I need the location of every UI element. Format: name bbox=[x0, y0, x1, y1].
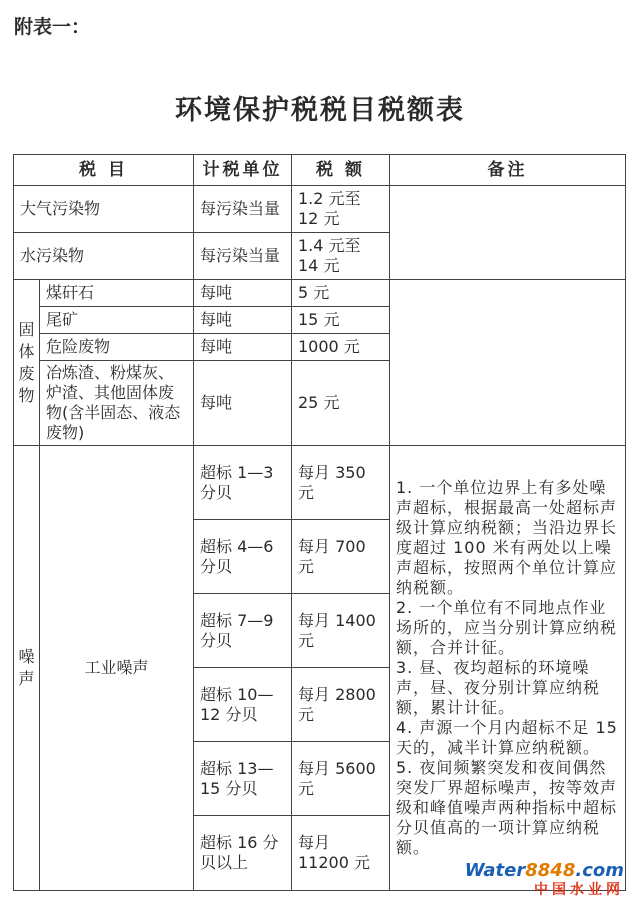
amount-cell: 每月 11200 元 bbox=[292, 816, 390, 891]
note-line: 2. 一个单位有不同地点作业场所的，应当分别计算应纳税额，合并计征。 bbox=[396, 598, 618, 657]
table-row bbox=[14, 446, 626, 520]
wm-orange: 8848 bbox=[525, 860, 576, 881]
noise-notes bbox=[390, 446, 626, 891]
unit-cell: 超标 7—9 分贝 bbox=[194, 594, 292, 668]
unit-cell: 超标 1—3 分贝 bbox=[194, 446, 292, 520]
note-line: 3. 昼、夜均超标的环境噪声，昼、夜分别计算应纳税额，累计计征。 bbox=[396, 658, 601, 717]
note-line: 5. 夜间频繁突发和夜间偶然突发厂界超标噪声，按等效声级和峰值噪声两种指标中超标分贝值高的一项计算应纳税额。 bbox=[396, 758, 618, 857]
header-item: 税 目 bbox=[14, 155, 194, 186]
amount-cell: 每月 1400 元 bbox=[292, 594, 390, 668]
wm-blue: Water bbox=[464, 860, 526, 881]
unit-cell: 超标 16 分贝以上 bbox=[194, 816, 292, 891]
note-line: 1. 一个单位边界上有多处噪声超标，根据最高一处超标声级计算应纳税额；当沿边界长度超过 100 米有两处以上噪声超标，按照两个单位计算应纳税额。 bbox=[396, 478, 618, 597]
amount-cell: 15 元 bbox=[292, 307, 390, 334]
note-cell-empty bbox=[390, 186, 626, 280]
item-cell: 尾矿 bbox=[40, 307, 194, 334]
amount-cell: 1.4 元至 14 元 bbox=[292, 233, 390, 280]
unit-cell: 每吨 bbox=[194, 361, 292, 446]
header-unit: 计税单位 bbox=[194, 155, 292, 186]
amount-cell: 每月 5600 元 bbox=[292, 742, 390, 816]
site-watermark bbox=[465, 860, 624, 899]
amount-cell: 每月 350 元 bbox=[292, 446, 390, 520]
note-cell-empty bbox=[390, 280, 626, 446]
annex-label: 附表一： bbox=[14, 16, 91, 38]
table-header-row bbox=[14, 155, 626, 186]
item-cell: 煤矸石 bbox=[40, 280, 194, 307]
amount-cell: 1.2 元至 12 元 bbox=[292, 186, 390, 233]
group-label: 噪声 bbox=[18, 647, 35, 688]
tax-table bbox=[13, 154, 626, 891]
item-cell: 冶炼渣、粉煤灰、炉渣、其他固体废物(含半固态、液态废物) bbox=[40, 361, 194, 446]
item-cell: 大气污染物 bbox=[14, 186, 194, 233]
item-cell: 水污染物 bbox=[14, 233, 194, 280]
group-label: 固体废物 bbox=[18, 319, 35, 405]
unit-cell: 超标 13—15 分贝 bbox=[194, 742, 292, 816]
unit-cell: 超标 4—6 分贝 bbox=[194, 520, 292, 594]
amount-cell: 5 元 bbox=[292, 280, 390, 307]
amount-cell: 1000 元 bbox=[292, 334, 390, 361]
group-solid-waste bbox=[14, 280, 40, 446]
item-cell: 危险废物 bbox=[40, 334, 194, 361]
wm-domain: .com bbox=[575, 860, 624, 881]
page-title: 环境保护税税目税额表 bbox=[175, 95, 465, 126]
table-row bbox=[14, 280, 626, 307]
unit-cell: 每污染当量 bbox=[194, 186, 292, 233]
unit-cell: 每污染当量 bbox=[194, 233, 292, 280]
amount-cell: 25 元 bbox=[292, 361, 390, 446]
subgroup-industrial-noise: 工业噪声 bbox=[40, 446, 194, 891]
note-line: 4. 声源一个月内超标不足 15 天的，减半计算应纳税额。 bbox=[396, 718, 618, 757]
watermark-site-name: 中国水业网 bbox=[534, 882, 624, 898]
amount-cell: 每月 700 元 bbox=[292, 520, 390, 594]
header-note: 备注 bbox=[390, 155, 626, 186]
watermark-logo bbox=[465, 860, 624, 881]
unit-cell: 每吨 bbox=[194, 334, 292, 361]
amount-cell: 每月 2800 元 bbox=[292, 668, 390, 742]
group-noise bbox=[14, 446, 40, 891]
unit-cell: 每吨 bbox=[194, 280, 292, 307]
unit-cell: 超标 10—12 分贝 bbox=[194, 668, 292, 742]
table-row bbox=[14, 186, 626, 233]
header-amount: 税 额 bbox=[292, 155, 390, 186]
unit-cell: 每吨 bbox=[194, 307, 292, 334]
